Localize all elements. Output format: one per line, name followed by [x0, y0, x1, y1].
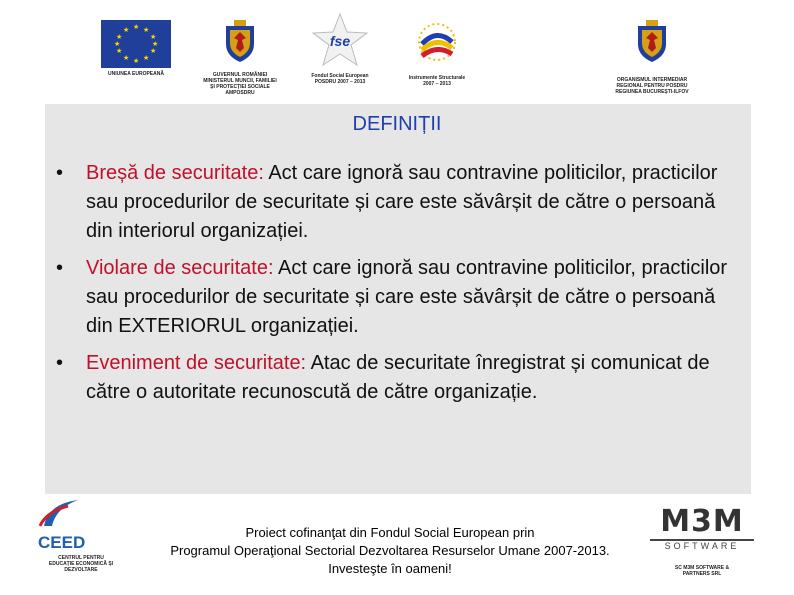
m3m-logo	[650, 506, 754, 577]
ceed-swoosh-icon	[38, 498, 98, 528]
definition-item	[56, 159, 746, 246]
ceed-caption: CENTRUL PENTRU EDUCAȚIE ECONOMICĂ ȘI DEZVOLTARE	[48, 555, 114, 573]
ceed-logo	[38, 498, 124, 590]
bullet-icon: •	[56, 352, 64, 374]
struct-caption: Instrumente Structurale 2007 – 2013	[408, 75, 466, 87]
structural-instruments-icon	[412, 14, 462, 70]
footer-line-2: Programul Operaţional Sectorial Dezvoltarea Resurselor Umane 2007-2013.	[170, 543, 610, 558]
bullet-icon: •	[56, 257, 64, 279]
bullet-icon: •	[56, 162, 64, 184]
definition-text: Act care ignoră sau contravine politicilor, practicilor sau procedurilor de securitate și care este săvârșit de către o persoană din EXTERIORUL organizației.	[86, 257, 728, 337]
m3m-name: M3M	[660, 504, 744, 539]
gov-caption: GUVERNUL ROMÂNIEI MINISTERUL MUNCII, FAMILIEI ȘI PROTECȚIEI SOCIALE AMPOSDRU	[203, 72, 277, 96]
cofinancing-note	[130, 524, 650, 578]
eu-logo	[100, 20, 172, 77]
eu-caption: UNIUNEA EUROPEANĂ	[108, 71, 164, 77]
footer-line-3: Investeşte în oameni!	[328, 561, 452, 576]
definition-item	[56, 349, 746, 407]
definition-text: Atac de securitate înregistrat și comunicat de către o autoritate recunoscută de către organizație.	[86, 352, 710, 403]
fse-star-icon	[311, 12, 369, 68]
definitions-list	[56, 159, 746, 415]
oi-caption: ORGANISMUL INTERMEDIAR REGIONAL PENTRU POSDRU REGIUNEA BUCUREȘTI-ILFOV	[615, 77, 689, 95]
oi-crest-icon	[634, 18, 670, 64]
fse-mark: fse	[329, 33, 351, 49]
struct-logo	[400, 14, 474, 87]
m3m-caption: SC M3M SOFTWARE & PARTNERS SRL	[674, 565, 730, 577]
definition-item	[56, 254, 746, 341]
definition-term: Breșă de securitate:	[86, 162, 264, 184]
fse-logo	[302, 12, 378, 85]
definition-term: Violare de securitate:	[86, 257, 274, 279]
fse-caption: Fondul Social European POSDRU 2007 – 2013	[311, 73, 369, 85]
gov-logo	[192, 18, 288, 96]
definition-term: Eveniment de securitate:	[86, 352, 307, 374]
romania-crest-icon	[222, 18, 258, 64]
oi-logo	[600, 18, 704, 95]
slide-title: DEFINIȚII	[352, 113, 442, 135]
footer-line-1: Proiect cofinanţat din Fondul Social European prin	[245, 525, 535, 540]
m3m-sub: SOFTWARE	[650, 539, 754, 551]
eu-flag-icon: ★ ★ ★ ★ ★ ★ ★ ★ ★ ★ ★ ★	[101, 20, 171, 68]
ceed-name: CEED	[38, 533, 86, 552]
definition-text: Act care ignoră sau contravine politicilor, practicilor sau procedurilor de securitate și care este săvârșit de către o persoană din interiorul organizației.	[86, 162, 718, 242]
